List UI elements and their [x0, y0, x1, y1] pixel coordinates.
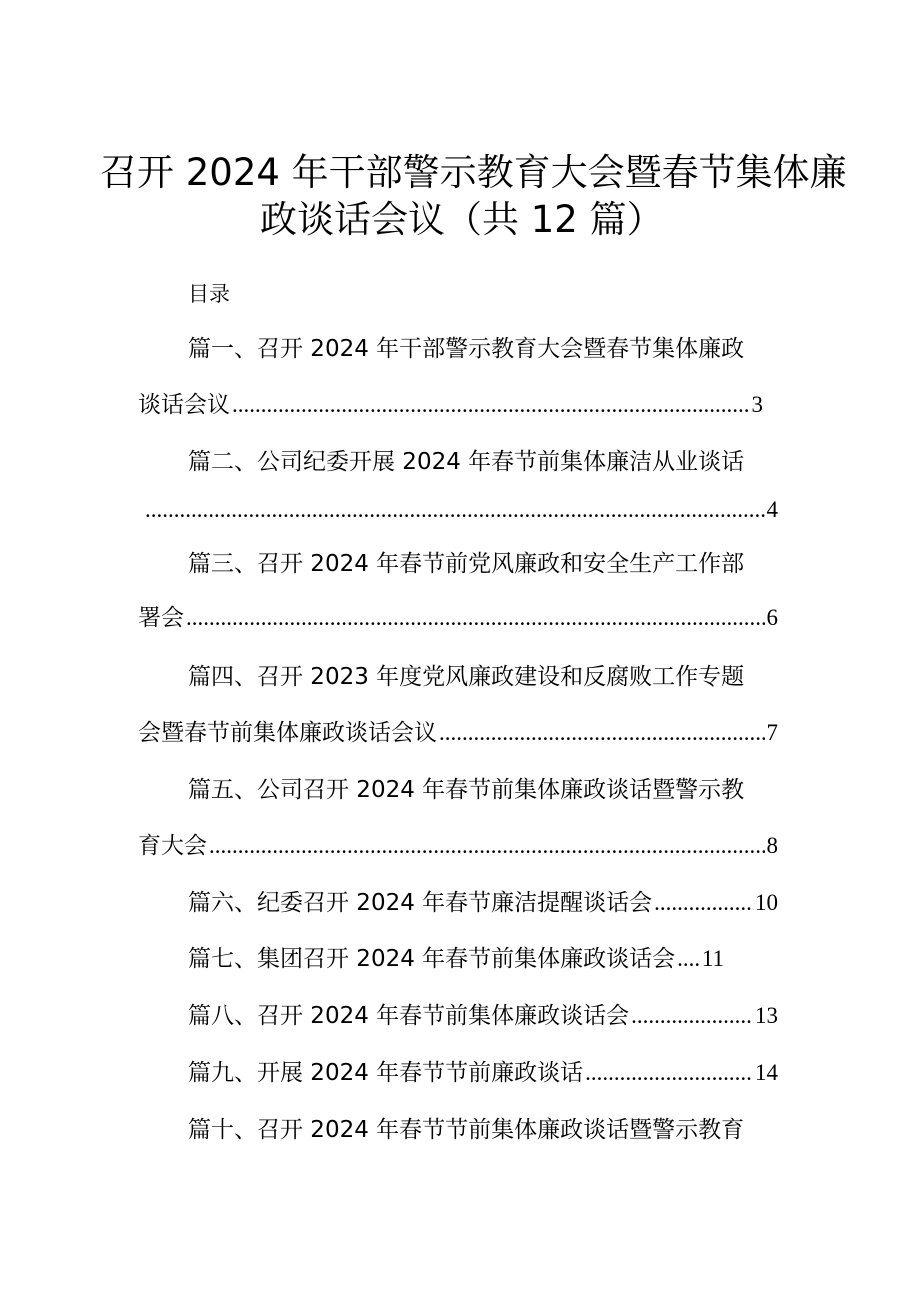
toc-entry-7-title: 篇七、集团召开 2024 年春节前集体廉政谈话会 — [188, 946, 676, 972]
toc-heading: 目录 — [188, 282, 230, 306]
toc-leader-dots — [585, 1058, 753, 1088]
toc-entry-5-page: 8 — [766, 833, 778, 858]
toc-entry-5-line-2[interactable] — [138, 831, 778, 861]
toc-entry-3-page: 6 — [766, 605, 778, 630]
toc-entry-1-title-cont: 谈话会议 — [138, 392, 230, 418]
toc-entry-3-title: 篇三、召开 2024 年春节前党风廉政和安全生产工作部 — [188, 551, 745, 577]
toc-leader-dots — [631, 1001, 753, 1031]
document-title-line-1: 召开 2024 年干部警示教育大会暨春节集体廉 — [100, 151, 847, 194]
toc-entry-9-page: 14 — [755, 1060, 778, 1085]
toc-entry-8-title: 篇八、召开 2024 年春节前集体廉政谈话会 — [188, 1003, 630, 1029]
toc-entry-4-title: 篇四、召开 2023 年度党风廉政建设和反腐败工作专题 — [188, 664, 745, 690]
toc-entry-2-page: 4 — [766, 497, 778, 522]
toc-leader-dots — [232, 390, 750, 420]
toc-entry-1-line-1[interactable] — [188, 334, 763, 364]
toc-entry-2-line-1[interactable] — [188, 447, 763, 477]
toc-entry-2-line-2[interactable] — [143, 495, 778, 525]
toc-entry-4-line-1[interactable] — [188, 662, 763, 692]
toc-entry-1-line-2[interactable] — [138, 390, 763, 420]
toc-entry-5-line-1[interactable] — [188, 775, 763, 805]
toc-leader-dots — [677, 944, 700, 974]
toc-entry-7-page: 11 — [701, 946, 724, 971]
toc-entry-7[interactable] — [188, 944, 724, 974]
toc-entry-2-title: 篇二、公司纪委开展 2024 年春节前集体廉洁从业谈话 — [188, 449, 745, 475]
toc-entry-1-title: 篇一、召开 2024 年干部警示教育大会暨春节集体廉政 — [188, 336, 745, 362]
toc-entry-3-line-2[interactable] — [138, 603, 778, 633]
toc-leader-dots — [654, 888, 753, 918]
toc-entry-1-page: 3 — [751, 392, 763, 417]
document-title-line-2: 政谈话会议（共 12 篇） — [260, 198, 664, 241]
toc-entry-9[interactable] — [188, 1058, 778, 1088]
toc-entry-4-page: 7 — [766, 720, 778, 745]
toc-entry-6[interactable] — [188, 888, 778, 918]
toc-leader-dots — [439, 718, 765, 748]
toc-entry-6-page: 10 — [755, 890, 778, 915]
toc-leader-dots — [209, 831, 765, 861]
toc-leader-dots — [145, 495, 765, 525]
toc-entry-10-line-1[interactable] — [188, 1115, 763, 1145]
toc-leader-dots — [186, 603, 765, 633]
toc-entry-3-title-cont: 署会 — [138, 605, 184, 631]
toc-entry-4-line-2[interactable] — [138, 718, 778, 748]
toc-entry-6-title: 篇六、纪委召开 2024 年春节廉洁提醒谈话会 — [188, 890, 653, 916]
toc-entry-3-line-1[interactable] — [188, 549, 763, 579]
toc-entry-9-title: 篇九、开展 2024 年春节节前廉政谈话 — [188, 1060, 584, 1086]
toc-entry-5-title: 篇五、公司召开 2024 年春节前集体廉政谈话暨警示教 — [188, 777, 745, 803]
toc-entry-4-title-cont: 会暨春节前集体廉政谈话会议 — [138, 720, 437, 746]
toc-entry-8-page: 13 — [755, 1003, 778, 1028]
toc-entry-10-title: 篇十、召开 2024 年春节节前集体廉政谈话暨警示教育 — [188, 1117, 745, 1143]
toc-entry-8[interactable] — [188, 1001, 778, 1031]
toc-entry-5-title-cont: 育大会 — [138, 833, 207, 859]
